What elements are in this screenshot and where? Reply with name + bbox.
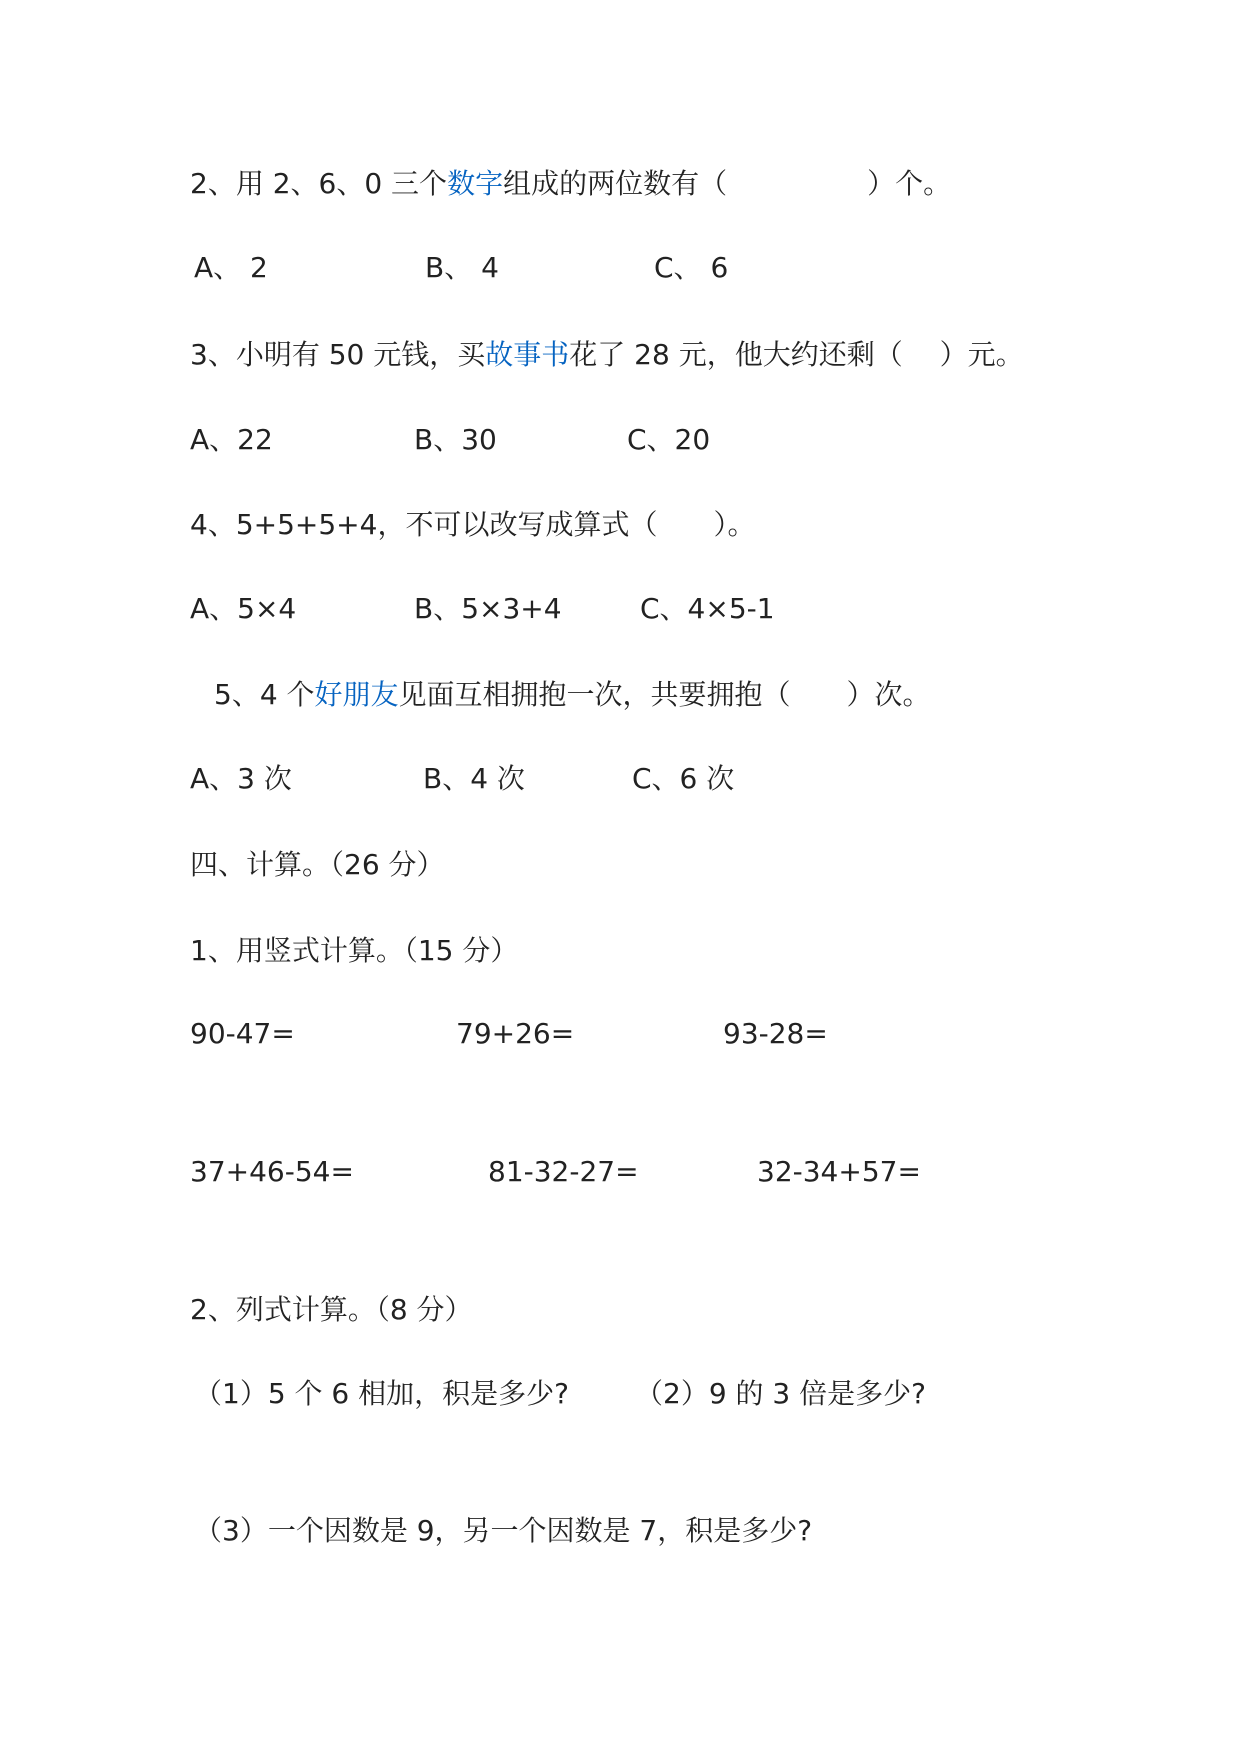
calc-item: 79+26= <box>456 1017 575 1050</box>
q3-option-a: A、22 <box>190 423 273 456</box>
calc-item: 93-28= <box>723 1017 828 1050</box>
q4-option-a: A、5×4 <box>190 592 297 625</box>
question-3 <box>190 337 1024 373</box>
q3-text-end: 花了 28 元，他大约还剩（ ）元。 <box>569 338 1024 371</box>
q2-option-b: B、 4 <box>425 251 499 284</box>
q2-option-a: A、 2 <box>194 251 268 284</box>
q4-option-b: B、5×3+4 <box>414 592 562 625</box>
q2-text: 2、用 2、6、0 三个 <box>190 167 448 200</box>
question-4: 4、5+5+5+4，不可以改写成算式（ ）。 <box>190 508 756 541</box>
listing-item-3: （3）一个因数是 9，另一个因数是 7，积是多少? <box>194 1514 813 1547</box>
calc-item: 32-34+57= <box>757 1155 921 1188</box>
listing-item-2: （2）9 的 3 倍是多少? <box>635 1377 927 1410</box>
q3-link[interactable]: 故事书 <box>485 338 570 371</box>
vertical-calc-title: 1、用竖式计算。（15 分） <box>190 934 519 967</box>
q2-text-end: 组成的两位数有（ ）个。 <box>503 167 952 200</box>
q4-option-c: C、4×5-1 <box>640 592 775 625</box>
question-2 <box>190 166 951 202</box>
calc-item: 37+46-54= <box>190 1155 354 1188</box>
q5-option-b: B、4 次 <box>423 762 525 795</box>
q2-link[interactable]: 数字 <box>447 167 504 200</box>
q3-option-c: C、20 <box>627 423 711 456</box>
listing-item-1: （1）5 个 6 相加，积是多少? <box>194 1377 570 1410</box>
section-4-title: 四、计算。（26 分） <box>190 848 445 881</box>
q3-option-b: B、30 <box>414 423 497 456</box>
calc-item: 81-32-27= <box>488 1155 639 1188</box>
question-5 <box>214 677 931 713</box>
q3-text: 3、小明有 50 元钱，买 <box>190 338 486 371</box>
q5-option-a: A、3 次 <box>190 762 292 795</box>
q5-option-c: C、6 次 <box>632 762 735 795</box>
q5-text: 5、4 个 <box>214 678 315 711</box>
calc-item: 90-47= <box>190 1017 295 1050</box>
listing-calc-title: 2、列式计算。（8 分） <box>190 1293 473 1326</box>
q5-link[interactable]: 好朋友 <box>314 678 399 711</box>
q2-option-c: C、 6 <box>654 251 729 284</box>
q5-text-end: 见面互相拥抱一次，共要拥抱（ ）次。 <box>398 678 931 711</box>
